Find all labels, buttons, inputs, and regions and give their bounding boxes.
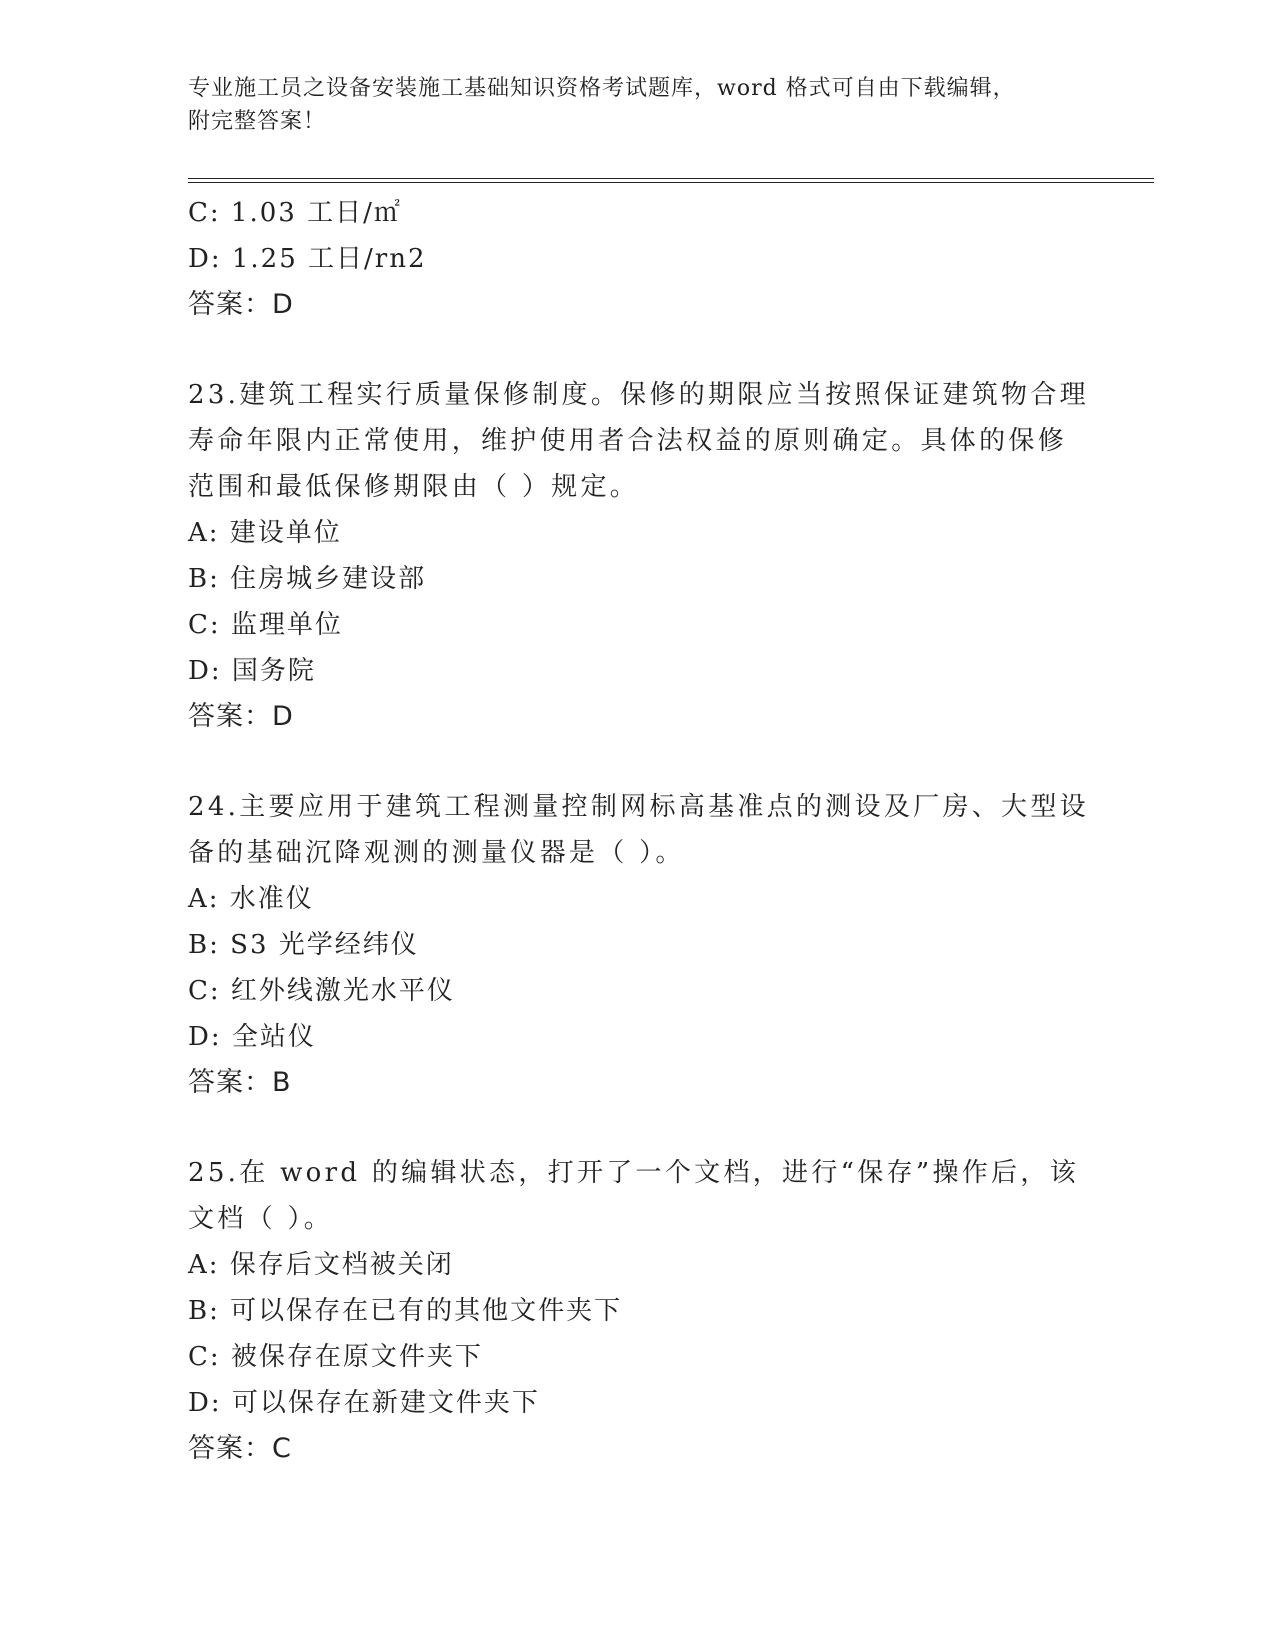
option-a: A: 建设单位 xyxy=(188,518,342,548)
answer: 答案：C xyxy=(188,1433,292,1464)
option-a: A: 保存后文档被关闭 xyxy=(188,1250,454,1280)
option-b: B: 住房城乡建设部 xyxy=(188,564,427,594)
option-c: C: 监理单位 xyxy=(188,610,343,640)
header-divider xyxy=(188,178,1154,183)
question-stem-line: 寿命年限内正常使用，维护使用者合法权益的原则确定。具体的保修 xyxy=(188,426,1068,456)
page-header xyxy=(188,72,1068,138)
header-line-1: 专业施工员之设备安装施工基础知识资格考试题库，word 格式可自由下载编辑， xyxy=(188,76,1016,101)
option-b: B: 可以保存在已有的其他文件夹下 xyxy=(188,1296,623,1326)
option-d: D: 全站仪 xyxy=(188,1022,316,1052)
question-23 xyxy=(188,372,1088,740)
question-25 xyxy=(188,1150,1088,1472)
option-b: B: S3 光学经纬仪 xyxy=(188,930,419,960)
question-stem-line: 范围和最低保修期限由（ ）规定。 xyxy=(188,472,640,502)
option-c: C: 被保存在原文件夹下 xyxy=(188,1342,483,1372)
question-stem-line: 23.建筑工程实行质量保修制度。保修的期限应当按照保证建筑物合理 xyxy=(188,380,1089,410)
answer: 答案：D xyxy=(188,701,294,732)
question-stem-line: 25.在 word 的编辑状态，打开了一个文档，进行“保存”操作后，该 xyxy=(188,1158,1079,1188)
option-a: A: 水准仪 xyxy=(188,884,314,914)
option-d: D: 国务院 xyxy=(188,656,316,686)
option-c: C: 1.03 工日/㎡ xyxy=(188,198,402,228)
question-24 xyxy=(188,784,1088,1106)
option-d: D: 可以保存在新建文件夹下 xyxy=(188,1388,540,1418)
previous-question-tail xyxy=(188,190,1088,328)
answer: 答案：D xyxy=(188,289,294,320)
answer: 答案：B xyxy=(188,1067,292,1098)
header-line-2: 附完整答案！ xyxy=(188,109,327,134)
question-stem-line: 文档（ ）。 xyxy=(188,1204,334,1234)
question-stem-line: 24.主要应用于建筑工程测量控制网标高基准点的测设及厂房、大型设 xyxy=(188,792,1089,822)
document-body xyxy=(188,190,1088,1472)
option-d: D: 1.25 工日/rn2 xyxy=(188,244,427,274)
question-stem-line: 备的基础沉降观测的测量仪器是（ ）。 xyxy=(188,838,685,868)
option-c: C: 红外线激光水平仪 xyxy=(188,976,455,1006)
